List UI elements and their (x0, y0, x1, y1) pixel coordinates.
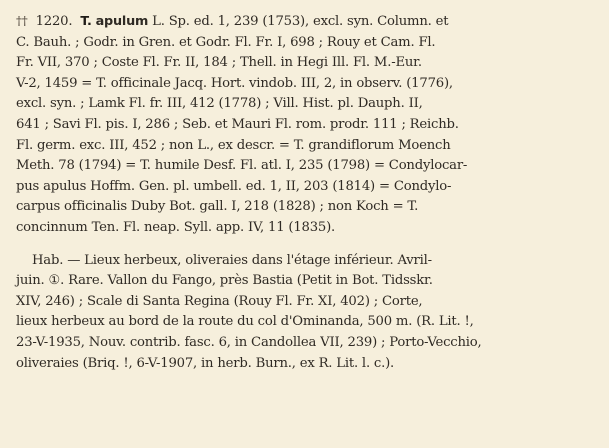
dagger-symbol: †† (16, 14, 28, 28)
entry-line-9: pus apulus Hoffm. Gen. pl. umbell. ed. 1, II, 203 (1814) = Condylo- (16, 178, 452, 194)
paragraph-gap (16, 239, 596, 251)
species-name: apulum (95, 14, 149, 29)
entry-line-10: carpus officinalis Duby Bot. gall. I, 218 (1828) ; non Koch = T. (16, 199, 419, 215)
entry-line-7: Fl. germ. exc. III, 452 ; non L., ex descr. = T. grandiflorum Moench (16, 137, 451, 153)
entry-line-11: concinnum Ten. Fl. neap. Syll. app. IV, 11 (1835). (16, 219, 336, 235)
entry-number: 1220. (35, 14, 73, 29)
habitat-line-6: oliveraies (Briq. !, 6-V-1907, in herb. Burn., ex R. Lit. l. c.). (16, 355, 395, 371)
entry-text-line-1: L. Sp. ed. 1, 239 (1753), excl. syn. Column. et (152, 14, 449, 29)
habitat-line-2: juin. ①. Rare. Vallon du Fango, près Bastia (Petit in Bot. Tidsskr. (16, 273, 433, 289)
entry-line-2: C. Bauh. ; Godr. in Gren. et Godr. Fl. Fr. I, 698 ; Rouy et Cam. Fl. (16, 34, 436, 50)
habitat-line-4: lieux herbeux au bord de la route du col d'Ominanda, 500 m. (R. Lit. !, (16, 314, 474, 330)
habitat-paragraph (16, 251, 596, 375)
entry-line-8: Meth. 78 (1794) = T. humile Desf. Fl. atl. I, 235 (1798) = Condylocar- (16, 158, 468, 174)
habitat-line-5: 23-V-1935, Nouv. contrib. fasc. 6, in Candollea VII, 239) ; Porto-Vecchio, (16, 334, 482, 350)
entry-line-4: V-2, 1459 = T. officinale Jacq. Hort. vindob. III, 2, in observ. (1776), (16, 75, 453, 91)
entry-line-3: Fr. VII, 370 ; Coste Fl. Fr. II, 184 ; Thell. in Hegi Ill. Fl. M.-Eur. (16, 55, 422, 71)
entry-line-6: 641 ; Savi Fl. pis. I, 286 ; Seb. et Mauri Fl. rom. prodr. 111 ; Reichb. (16, 116, 459, 132)
entry-line-5: excl. syn. ; Lamk Fl. fr. III, 412 (1778) ; Vill. Hist. pl. Dauph. II, (16, 96, 423, 112)
taxon-entry (16, 11, 596, 239)
habitat-line-3: XIV, 246) ; Scale di Santa Regina (Rouy Fl. Fr. XI, 402) ; Corte, (16, 293, 423, 309)
genus-abbreviation: T. (80, 14, 92, 29)
entry-line-1 (16, 11, 596, 33)
document-page (16, 11, 596, 374)
habitat-line-1: Hab. — Lieux herbeux, oliveraies dans l'étage inférieur. Avril- (32, 252, 432, 268)
